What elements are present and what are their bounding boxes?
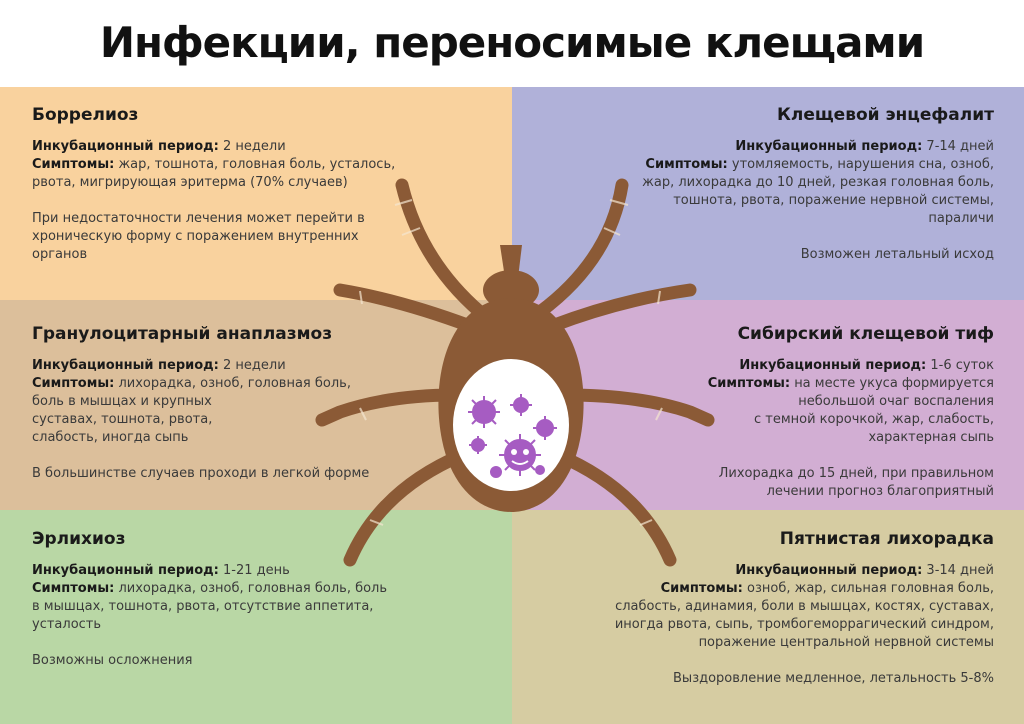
symptoms-text: лихорадка, озноб, головная боль, bbox=[118, 376, 351, 391]
symptoms-text: слабость, адинамия, боли в мышцах, костях, суставах, bbox=[615, 599, 994, 614]
incubation-value: 1-21 день bbox=[223, 563, 290, 578]
symptoms-text: тошнота, рвота, поражение нервной системы, bbox=[673, 193, 994, 208]
symptoms-text: поражение центральной нервной системы bbox=[698, 635, 994, 650]
incubation-label: Инкубационный период: bbox=[735, 139, 923, 154]
note-text: В большинстве случаев проходи в легкой форме bbox=[32, 466, 370, 481]
anaplasmosis-title: Гранулоцитарный анаплазмоз bbox=[32, 324, 333, 344]
spotted-fever-title: Пятнистая лихорадка bbox=[779, 529, 994, 549]
incubation-label: Инкубационный период: bbox=[739, 358, 927, 373]
symptoms-text: лихорадка, озноб, головная боль, боль bbox=[118, 581, 388, 596]
incubation-value: 2 недели bbox=[223, 358, 286, 373]
incubation-label: Инкубационный период: bbox=[32, 358, 219, 373]
symptoms-text: жар, лихорадка до 10 дней, резкая головная боль, bbox=[642, 175, 994, 190]
note-text: лечении прогноз благоприятный bbox=[766, 484, 994, 499]
page-title: Инфекции, переносимые клещами bbox=[99, 18, 925, 67]
encephalitis-section bbox=[642, 104, 994, 264]
note-text: Лихорадка до 15 дней, при правильном bbox=[718, 466, 994, 481]
incubation-label: Инкубационный период: bbox=[735, 563, 923, 578]
symptoms-text: на месте укуса формируется bbox=[794, 376, 994, 391]
symptoms-text: параличи bbox=[928, 211, 994, 226]
spotted-fever-section bbox=[615, 528, 994, 688]
ehrlichiosis-title: Эрлихиоз bbox=[32, 529, 126, 549]
symptoms-label: Симптомы: bbox=[660, 581, 743, 596]
symptoms-text: рвота, мигрирующая эритерма (70% случаев) bbox=[32, 175, 348, 190]
symptoms-text: утомляемость, нарушения сна, озноб, bbox=[731, 157, 994, 172]
incubation-value: 1-6 суток bbox=[930, 358, 994, 373]
symptoms-text: усталость bbox=[32, 617, 102, 632]
incubation-label: Инкубационный период: bbox=[32, 139, 219, 154]
symptoms-text: иногда рвота, сыпь, тромбогеморрагический синдром, bbox=[614, 617, 994, 632]
note-text: При недостаточности лечения может перейти в bbox=[32, 211, 365, 226]
symptoms-text: боль в мышцах и крупных bbox=[32, 394, 212, 409]
note-text: органов bbox=[32, 247, 88, 262]
ehrlichiosis-section bbox=[32, 528, 387, 670]
symptoms-text: характерная сыпь bbox=[868, 430, 994, 445]
symptoms-text: жар, тошнота, головная боль, усталось, bbox=[118, 157, 396, 172]
symptoms-text: суставах, тошнота, рвота, bbox=[32, 412, 213, 427]
symptoms-label: Симптомы: bbox=[645, 157, 728, 172]
note-text: Возможен летальный исход bbox=[800, 247, 994, 262]
borreliosis-title: Боррелиоз bbox=[32, 105, 139, 125]
incubation-value: 3-14 дней bbox=[926, 563, 994, 578]
symptoms-label: Симптомы: bbox=[32, 581, 115, 596]
symptoms-text: в мышцах, тошнота, рвота, отсутствие аппетита, bbox=[32, 599, 374, 614]
incubation-label: Инкубационный период: bbox=[32, 563, 219, 578]
borreliosis-section bbox=[32, 104, 395, 264]
incubation-value: 2 недели bbox=[223, 139, 286, 154]
typhus-title: Сибирский клещевой тиф bbox=[737, 324, 994, 344]
note-text: хроническую форму с поражением внутренних bbox=[32, 229, 359, 244]
typhus-section bbox=[708, 323, 994, 501]
anaplasmosis-section bbox=[32, 323, 369, 483]
symptoms-label: Симптомы: bbox=[32, 376, 115, 391]
symptoms-text: озноб, жар, сильная головная боль, bbox=[747, 581, 994, 596]
incubation-value: 7-14 дней bbox=[926, 139, 994, 154]
symptoms-text: с темной корочкой, жар, слабость, bbox=[753, 412, 994, 427]
symptoms-text: небольшой очаг воспаления bbox=[798, 394, 994, 409]
encephalitis-title: Клещевой энцефалит bbox=[777, 105, 994, 125]
note-text: Возможны осложнения bbox=[32, 653, 193, 668]
symptoms-label: Симптомы: bbox=[707, 376, 791, 391]
note-text: Выздоровление медленное, летальность 5-8% bbox=[673, 671, 994, 686]
symptoms-label: Симптомы: bbox=[32, 157, 115, 172]
symptoms-text: слабость, иногда сыпь bbox=[32, 430, 189, 445]
